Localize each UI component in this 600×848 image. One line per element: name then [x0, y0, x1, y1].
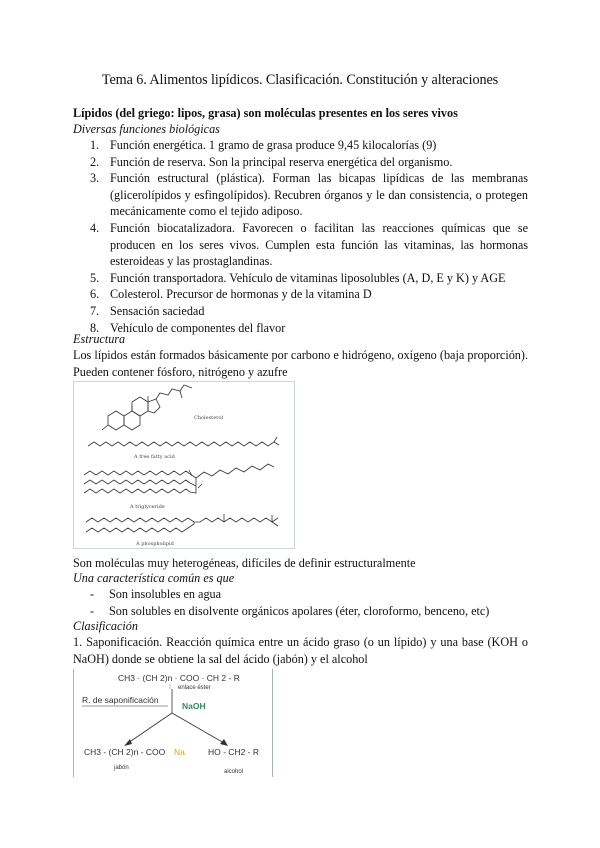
- list-item: 4. Función biocatalizadora. Favorecen o facilitan las reacciones químicas que se producen en los seres vivos. Cumplen esta función las vitaminas, las hormonas esteroideas y las prostaglandinas.: [90, 220, 528, 269]
- functions-heading: Diversas funciones biológicas: [73, 122, 220, 136]
- list-item: 7. Sensación saciedad: [90, 303, 205, 318]
- arrow-left-head: [124, 739, 132, 746]
- sodium-label: Na: [174, 747, 185, 757]
- soap-formula: CH3 - (CH 2)n - COO: [84, 747, 166, 757]
- arrow-right-head: [220, 739, 228, 746]
- structure-heading: Estructura: [73, 332, 126, 346]
- reaction-label: R. de saponificación: [82, 695, 159, 705]
- list-item: 6. Colesterol. Precursor de hormonas y de la vitamina D: [90, 287, 372, 302]
- list-item: 3. Función estructural (plástica). Forman las bicapas lipídicas de las membranas (glicerolípidos y esfingolípidos). Recubren órganos y le dan consistencia, o protegen mecánicamente como el tejido adiposo.: [90, 171, 528, 219]
- common-heading: Una característica común es que: [73, 571, 235, 585]
- list-item: - Son solubles en disolvente orgánicos apolares (éter, cloroformo, benceno, etc): [90, 603, 490, 618]
- list-item: 2. Función de reserva. Son la principal reserva energética del organismo.: [90, 154, 453, 169]
- list-item: - Son insolubles en agua: [90, 587, 222, 601]
- lipid-structures-illustration: [74, 382, 294, 548]
- list-item: 8. Vehículo de componentes del flavor: [90, 320, 286, 335]
- functions-list-wrapper: [73, 137, 528, 336]
- common-list-wrapper: [73, 586, 528, 619]
- list-item: 5. Función transportadora. Vehículo de vitaminas liposolubles (A, D, E y K) y AGE: [90, 270, 506, 285]
- saponification-diagram: [74, 669, 272, 777]
- ester-bond-label: enlace éster: [178, 685, 211, 691]
- triglyceride-label: A triglyceride: [130, 504, 165, 510]
- saponification-text: 1. Saponificación. Reacción química entre un ácido graso (o un lípido) y una base (KOH o NaOH) donde se obtiene la sal del ácido (jabón) y el alcohol: [73, 635, 528, 666]
- lipid-structures-figure: [73, 381, 295, 549]
- phospholipid-label: A phospholipid: [136, 541, 174, 547]
- intro-heading: Lípidos (del griego: lipos, grasa) son moléculas presentes en los seres vivos: [73, 106, 458, 120]
- list-item: 1. Función energética. 1 gramo de grasa produce 9,45 kilocalorías (9): [90, 138, 437, 152]
- structure-text: Los lípidos están formados básicamente por carbono e hidrógeno, oxígeno (baja proporción). Pueden contener fósforo, nitrógeno y azufre: [73, 348, 528, 379]
- page-title: Tema 6. Alimentos lipídicos. Clasificación. Constitución y alteraciones: [101, 72, 499, 88]
- ester-formula: CH3 · (CH 2)n · COO · CH 2 - R: [118, 673, 240, 683]
- common-list: [73, 586, 528, 619]
- naoh-label: NaOH: [182, 701, 206, 711]
- cholesterol-label: Cholesterol: [194, 415, 224, 421]
- functions-list: [73, 137, 528, 336]
- soap-label: jabón: [114, 765, 129, 771]
- saponification-figure: [73, 669, 273, 777]
- alcohol-label: alcohol: [224, 769, 244, 775]
- classification-heading: Clasificación: [73, 619, 138, 633]
- heterogeneous-text: Son moléculas muy heterogéneas, difíciles de definir estructuralmente: [73, 556, 416, 570]
- alcohol-formula: HO - CH2 - R: [208, 747, 259, 757]
- fatty-acid-label: A free fatty acid: [134, 454, 175, 460]
